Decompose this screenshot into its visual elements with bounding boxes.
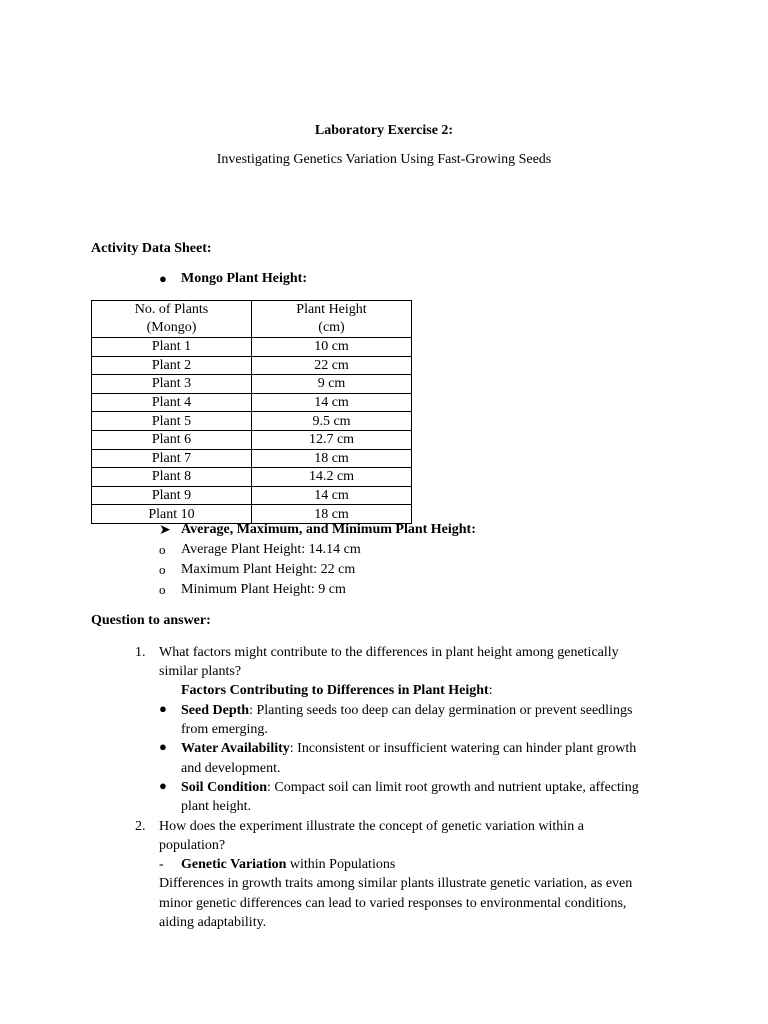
- table-row: [92, 468, 412, 487]
- height-cell: 9 cm: [252, 375, 412, 394]
- header-height-line2: (cm): [318, 320, 345, 335]
- factor-desc: : Compact soil can limit root growth and nutrient uptake, affecting: [266, 780, 639, 795]
- bullet-icon: ●: [159, 701, 167, 716]
- plant-cell: Plant 4: [92, 393, 252, 412]
- factor-line1: [181, 778, 639, 797]
- height-cell: 10 cm: [252, 338, 412, 357]
- factor-term: Water Availability: [181, 741, 290, 756]
- bullet-icon: ●: [159, 739, 167, 754]
- table-row: [92, 486, 412, 505]
- questions-heading: Question to answer:: [91, 613, 211, 628]
- height-cell: 22 cm: [252, 356, 412, 375]
- circle-bullet-icon: o: [159, 582, 166, 597]
- factor-term: Seed Depth: [181, 703, 250, 718]
- header-height-line1: Plant Height: [296, 302, 367, 317]
- plant-cell: Plant 1: [92, 338, 252, 357]
- arrow-bullet-icon: ➤: [159, 523, 171, 538]
- height-cell: 18 cm: [252, 449, 412, 468]
- mongo-bullet-label: Mongo Plant Height:: [181, 271, 307, 286]
- header-plants: [92, 301, 252, 338]
- q2-para-line: minor genetic differences can lead to varied responses to environmental conditions,: [159, 896, 627, 911]
- height-cell: 14 cm: [252, 393, 412, 412]
- factors-heading-line: [181, 681, 493, 700]
- table-row: [92, 412, 412, 431]
- table-row: [92, 338, 412, 357]
- activity-heading: Activity Data Sheet:: [91, 241, 212, 256]
- q2-term-rest: within Populations: [286, 857, 396, 872]
- plant-cell: Plant 10: [92, 505, 252, 524]
- q2-term: Genetic Variation: [181, 857, 287, 872]
- table-row: [92, 449, 412, 468]
- page-title: Laboratory Exercise 2:: [314, 123, 454, 138]
- height-cell: 9.5 cm: [252, 412, 412, 431]
- plant-height-table: [91, 300, 412, 524]
- q2-para-line: Differences in growth traits among similar plants illustrate genetic variation, as even: [159, 876, 633, 891]
- plant-cell: Plant 3: [92, 375, 252, 394]
- plant-cell: Plant 5: [92, 412, 252, 431]
- plant-cell: Plant 8: [92, 468, 252, 487]
- q2-dash: -: [159, 857, 164, 872]
- q2-subheading: [181, 855, 395, 874]
- q2-para-line: aiding adaptability.: [159, 915, 267, 930]
- factor-line2: plant height.: [181, 799, 251, 814]
- plant-cell: Plant 7: [92, 449, 252, 468]
- header-plants-line1: No. of Plants: [134, 302, 209, 317]
- page-subtitle: Investigating Genetics Variation Using Fast-Growing Seeds: [216, 152, 552, 167]
- q1-number: 1.: [135, 645, 146, 660]
- q1-text-line2: similar plants?: [159, 664, 242, 679]
- plant-cell: Plant 6: [92, 430, 252, 449]
- factor-line1: [181, 701, 632, 720]
- plant-cell: Plant 2: [92, 356, 252, 375]
- factor-line2: and development.: [181, 761, 281, 776]
- table-row: [92, 356, 412, 375]
- q2-text-line1: How does the experiment illustrate the concept of genetic variation within a: [159, 819, 584, 834]
- q1-text-line1: What factors might contribute to the differences in plant height among genetically: [159, 645, 619, 660]
- table-row: [92, 430, 412, 449]
- table-row: [92, 393, 412, 412]
- factor-desc: : Inconsistent or insufficient watering can hinder plant growth: [289, 741, 637, 756]
- header-height: [252, 301, 412, 338]
- summary-average: Average Plant Height: 14.14 cm: [181, 542, 361, 557]
- q2-number: 2.: [135, 819, 146, 834]
- summary-heading: Average, Maximum, and Minimum Plant Height:: [181, 522, 476, 537]
- height-cell: 14.2 cm: [252, 468, 412, 487]
- plant-cell: Plant 9: [92, 486, 252, 505]
- summary-minimum: Minimum Plant Height: 9 cm: [181, 582, 346, 597]
- circle-bullet-icon: o: [159, 542, 166, 557]
- factor-line1: [181, 739, 636, 758]
- bullet-icon: ●: [159, 778, 167, 793]
- factors-colon: :: [488, 683, 493, 698]
- header-plants-line2: (Mongo): [146, 320, 197, 335]
- factors-heading: Factors Contributing to Differences in Plant Height: [181, 683, 489, 698]
- factor-desc: : Planting seeds too deep can delay germination or prevent seedlings: [249, 703, 633, 718]
- summary-maximum: Maximum Plant Height: 22 cm: [181, 562, 356, 577]
- circle-bullet-icon: o: [159, 562, 166, 577]
- table-header-row: [92, 301, 412, 338]
- q2-text-line2: population?: [159, 838, 226, 853]
- height-cell: 12.7 cm: [252, 430, 412, 449]
- factor-line2: from emerging.: [181, 722, 268, 737]
- factor-term: Soil Condition: [181, 780, 267, 795]
- height-cell: 18 cm: [252, 505, 412, 524]
- height-cell: 14 cm: [252, 486, 412, 505]
- bullet-icon: ●: [159, 271, 167, 286]
- table-row: [92, 375, 412, 394]
- table-row: [92, 505, 412, 524]
